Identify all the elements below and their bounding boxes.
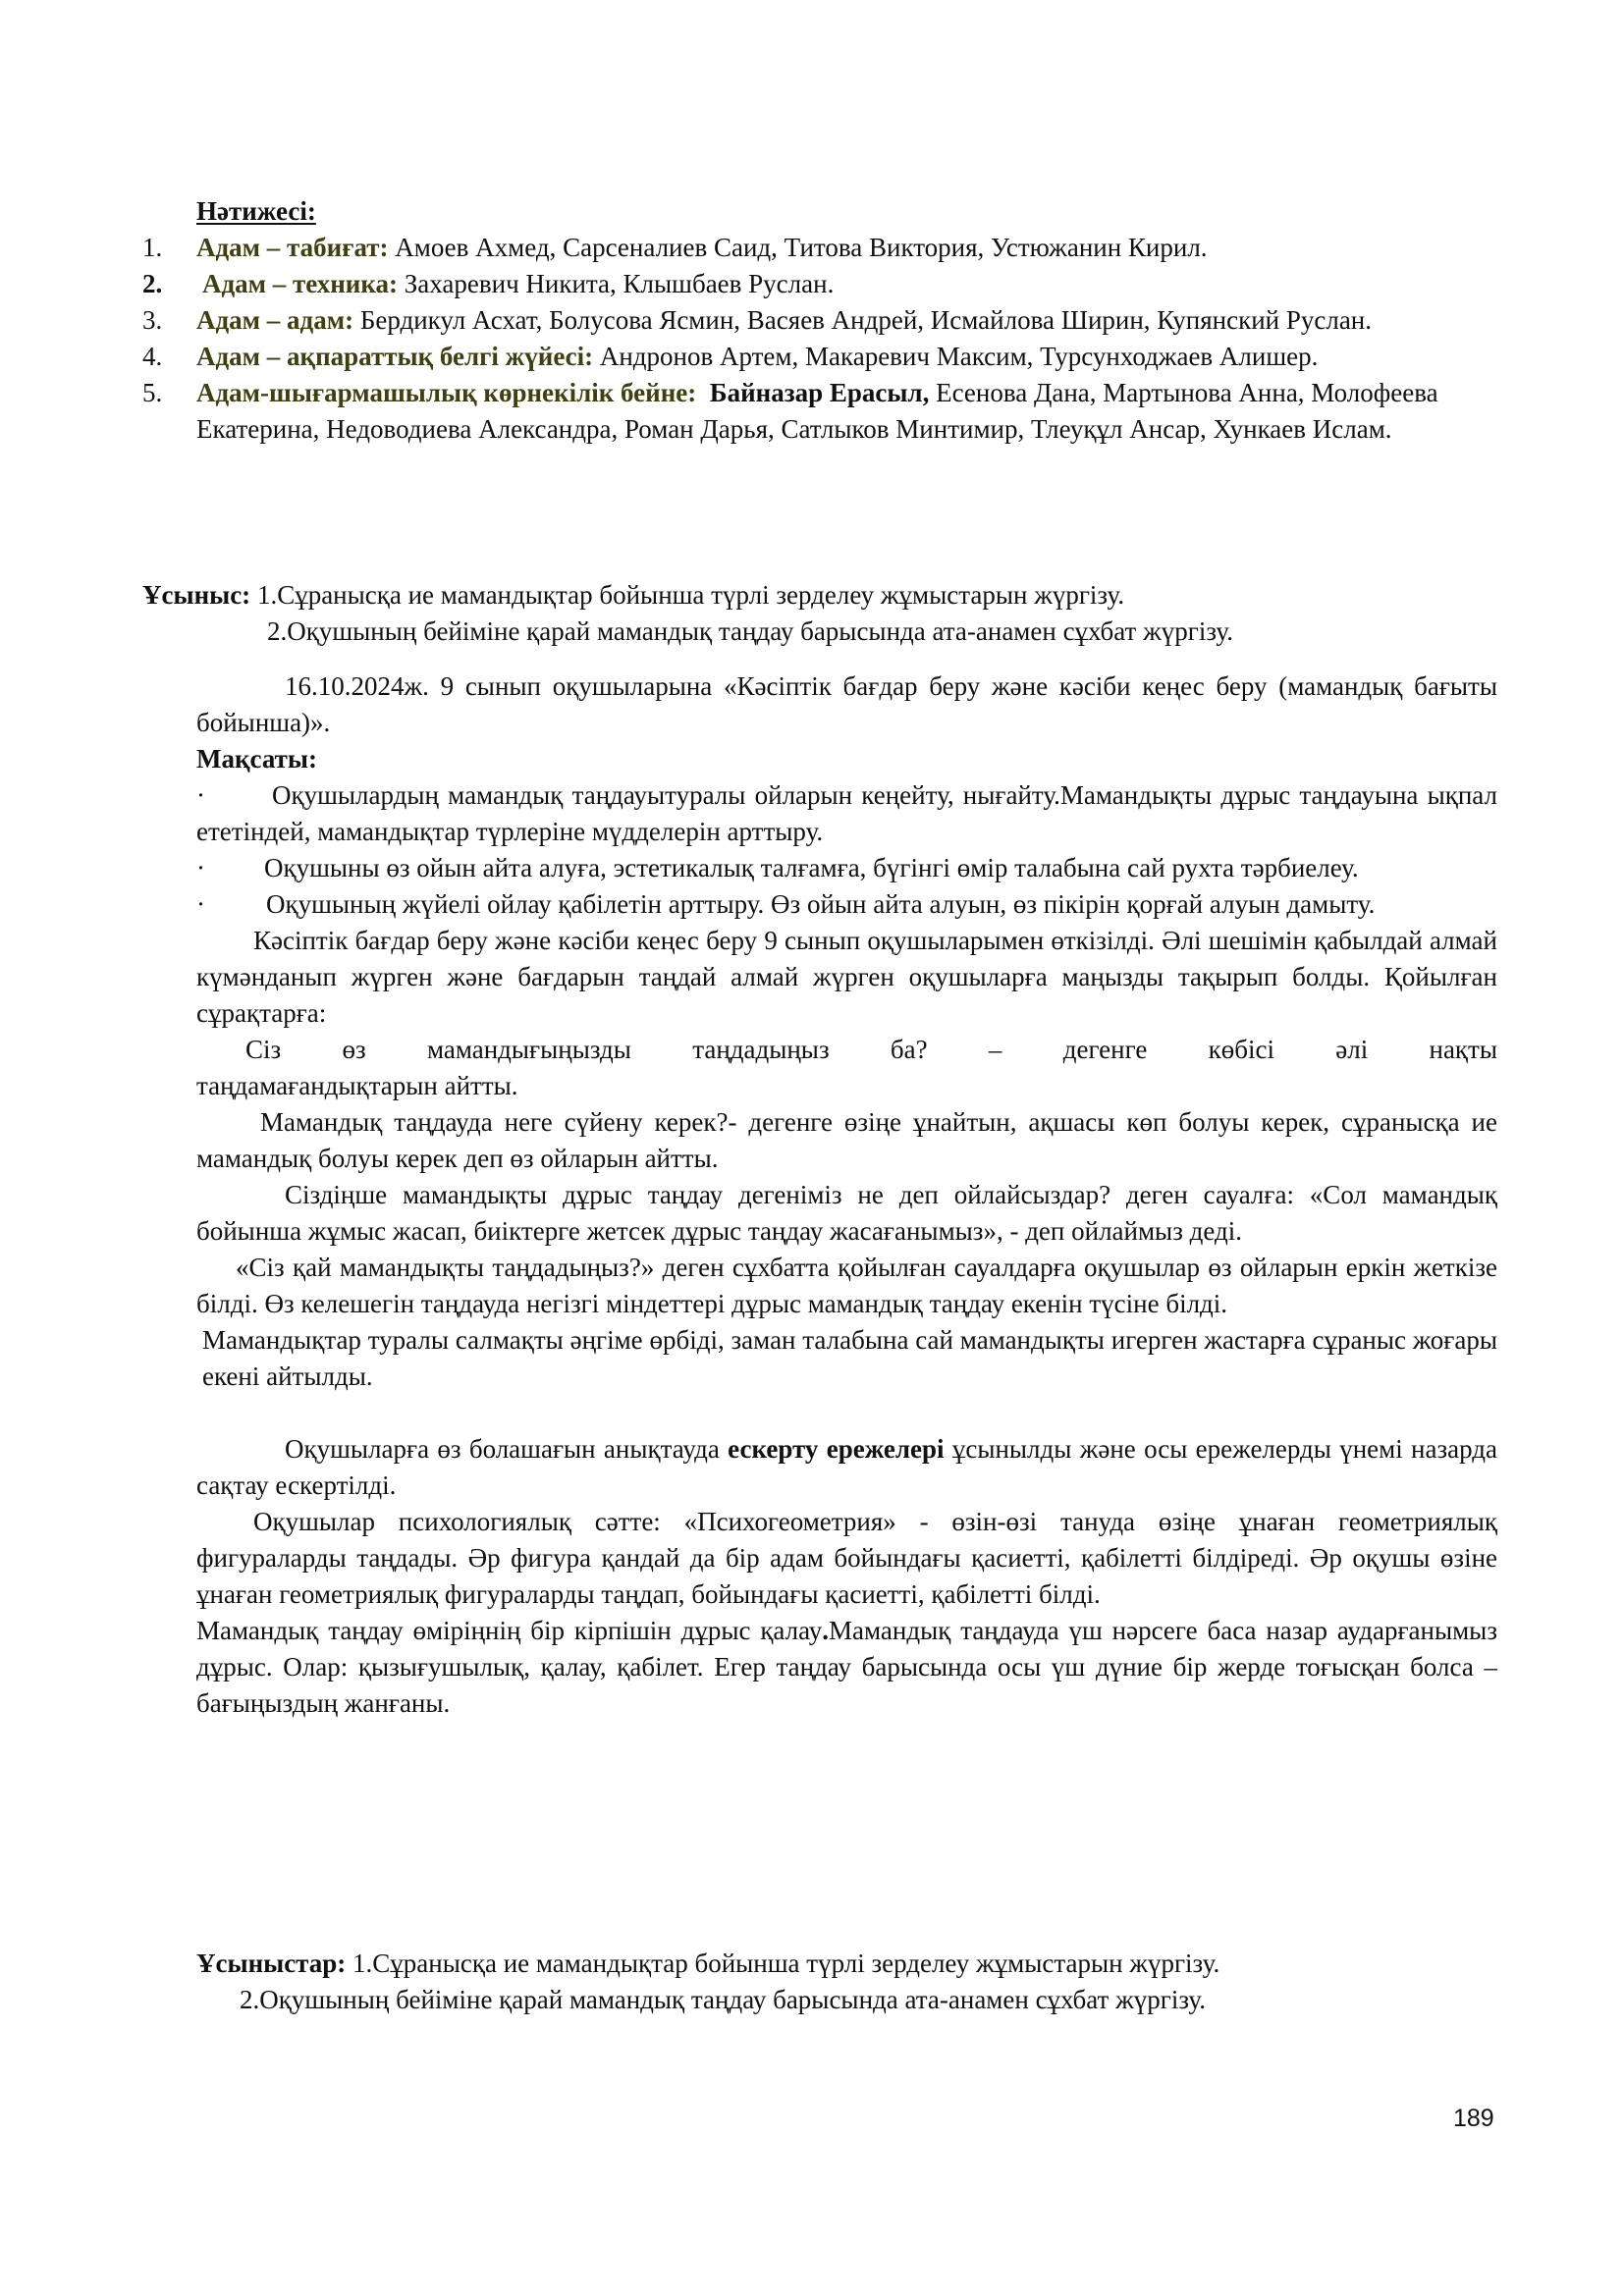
goal-text: Оқушылардың мамандық таңдауытуралы ойларын кеңейту, нығайту.Мамандықты дұрыс таңдауына ықпал ететіндей, мамандықтар түрлеріне мүдделерін арттыру. bbox=[196, 780, 1497, 846]
list-item bbox=[142, 266, 1497, 302]
recommendation-item: 2.Оқушының бейіміне қарай мамандық таңдау барысында ата-анамен сұхбат жүргізу. bbox=[240, 1985, 1206, 2014]
paragraph: Кәсіптік бағдар беру және кәсіби кеңес беру 9 сынып оқушыларымен өткізілді. Әлі шешімін қабылдай алмай күмәнданып жүрген және бағдарын таңдай алмай жүрген оқушыларға маңызды тақырып болды. Қойылған сұрақтарға: bbox=[196, 926, 1497, 1028]
recommendation-item: 1.Сұранысқа ие мамандықтар бойынша түрлі зерделеу жұмыстарын жүргізу. bbox=[250, 580, 1125, 610]
student-names: Амоев Ахмед, Сарсеналиев Саид, Титова Виктория, Устюжанин Кирил. bbox=[388, 233, 1208, 262]
results-list bbox=[142, 230, 1497, 448]
student-names: Захаревич Никита, Клышбаев Руслан. bbox=[398, 269, 835, 298]
goal-item bbox=[196, 850, 1497, 886]
recommendation-label: Ұсыныстар: bbox=[196, 1949, 347, 1978]
page-number: 189 bbox=[1453, 2105, 1494, 2132]
goal-item bbox=[196, 777, 1497, 850]
list-number: 5. bbox=[142, 378, 163, 407]
list-item bbox=[142, 375, 1497, 448]
event-section bbox=[196, 668, 1497, 1722]
list-number: 3. bbox=[142, 305, 163, 335]
category-label: Адам – табиғат: bbox=[196, 233, 389, 262]
results-heading: Нәтижесі: bbox=[196, 196, 316, 226]
list-number: 1. bbox=[142, 233, 163, 262]
bullet: · bbox=[196, 780, 205, 810]
paragraph bbox=[196, 1431, 1497, 1504]
list-item bbox=[142, 339, 1497, 375]
recommendation-item: 1.Сұранысқа ие мамандықтар бойынша түрлі зерделеу жұмыстарын жүргізу. bbox=[346, 1949, 1220, 1978]
category-label: Адам – техника: bbox=[202, 269, 399, 298]
list-number: 4. bbox=[142, 342, 163, 371]
goal-item bbox=[196, 886, 1497, 923]
list-number: 2. bbox=[142, 269, 163, 298]
event-intro: 16.10.2024ж. 9 сынып оқушыларына «Кәсіптік бағдар беру және кәсіби кеңес беру (мамандық бағыты бойынша)». bbox=[196, 671, 1497, 737]
text-run: Мамандық таңдауда үш нәрсеге баса назар аударғанымыз дұрыс. Олар: қызығушылық, қалау, қабілет. Егер таңдау барысында осы үш дүние бір жерде тоғысқан болса – бағыңыздың жанғаны. bbox=[196, 1616, 1497, 1718]
goals-heading: Мақсаты: bbox=[196, 744, 317, 774]
student-names: Есенова Дана, Мартынова Анна, Молофеева Екатерина, Недоводиева Александра, Роман Дарья, Сатлыков Минтимир, Тлеуқұл Ансар, Хункаев Ислам. bbox=[196, 378, 1438, 444]
student-names: Андронов Артем, Макаревич Максим, Турсунходжаев Алишер. bbox=[593, 342, 1319, 371]
list-item bbox=[142, 230, 1497, 266]
text-run: Мамандық таңдау өміріңнің бір кірпішін дұрыс қалау bbox=[196, 1616, 823, 1645]
recommendation-line bbox=[196, 1946, 1497, 1982]
category-label: Адам-шығармашылық көрнекілік бейне: bbox=[196, 378, 697, 407]
text-run: ұсынылды және осы ережелерды үнемі назарда сақтау ескертілді. bbox=[196, 1434, 1497, 1500]
bold-dot: . bbox=[822, 1616, 829, 1645]
bold-term: ескерту ережелері bbox=[728, 1434, 945, 1464]
text-run: Оқушыларға өз болашағын анықтауда bbox=[285, 1434, 729, 1464]
list-item bbox=[142, 302, 1497, 339]
recommendation-label: Ұсыныс: bbox=[142, 580, 251, 610]
recommendation-2 bbox=[196, 1946, 1497, 2018]
paragraph bbox=[196, 1613, 1497, 1722]
paragraph: таңдамағандықтарын айтты. bbox=[196, 1071, 518, 1100]
category-label: Адам – ақпараттық белгі жүйесі: bbox=[196, 342, 594, 371]
paragraph: «Сіз қай мамандықты таңдадыңыз?» деген сұхбатта қойылған сауалдарға оқушылар өз ойларын еркін жеткізе білді. Өз келешегін таңдауда негізгі міндеттері дұрыс мамандық таңдау екенін түсіне білді. bbox=[196, 1253, 1497, 1318]
paragraph: Мамандықтар туралы салмақты әңгіме өрбіді, заман талабына сай мамандықты игерген жастарға сұраныс жоғары екені айтылды. bbox=[202, 1325, 1497, 1391]
paragraph: Мамандық таңдауда неге сүйену керек?- дегенге өзіңе ұнайтын, ақшасы көп болуы керек, сұранысқа ие мамандық болуы керек деп өз ойларын айтты. bbox=[196, 1107, 1497, 1173]
goal-text: Оқушыны өз ойын айта алуға, эстетикалық талғамға, бүгінгі өмір талабына сай рухта тәрбиелеу. bbox=[264, 853, 1359, 882]
highlighted-name: Байназар Ерасыл, bbox=[709, 378, 930, 407]
recommendation-1 bbox=[142, 577, 1517, 614]
paragraph: Сіз өз мамандығыңызды таңдадыңыз ба? – дегенге көбісі әлі нақты bbox=[245, 1035, 1497, 1064]
bullet: · bbox=[196, 853, 205, 882]
recommendation-item: 2.Оқушының бейіміне қарай мамандық таңдау барысында ата-анамен сұхбат жүргізу. bbox=[267, 616, 1233, 646]
bullet: · bbox=[196, 889, 205, 919]
paragraph: Оқушылар психологиялық сәтте: «Психогеометрия» - өзін-өзі тануда өзіңе ұнаған геометриялық фигураларды таңдады. Әр фигура қандай да бір адам бойындағы қасиетті, қабілетті білдіреді. Әр оқушы өзіне ұнаған геометриялық фигураларды таңдап, бойындағы қасиетті, қабілетті білді. bbox=[196, 1507, 1497, 1609]
category-label: Адам – адам: bbox=[196, 305, 354, 335]
paragraph: Сіздіңше мамандықты дұрыс таңдау дегеніміз не деп ойлайсыздар? деген сауалға: «Сол мамандық бойынша жұмыс жасап, биіктерге жетсек дұрыс таңдау жасағанымыз», - деп ойлаймыз деді. bbox=[196, 1180, 1497, 1246]
student-names: Бердикул Асхат, Болусова Ясмин, Васяев Андрей, Исмайлова Ширин, Купянский Руслан. bbox=[353, 305, 1372, 335]
goal-text: Оқушының жүйелі ойлау қабілетін арттыру. Өз ойын айта алуын, өз пікірін қорғай алуын дамыту. bbox=[266, 889, 1376, 919]
